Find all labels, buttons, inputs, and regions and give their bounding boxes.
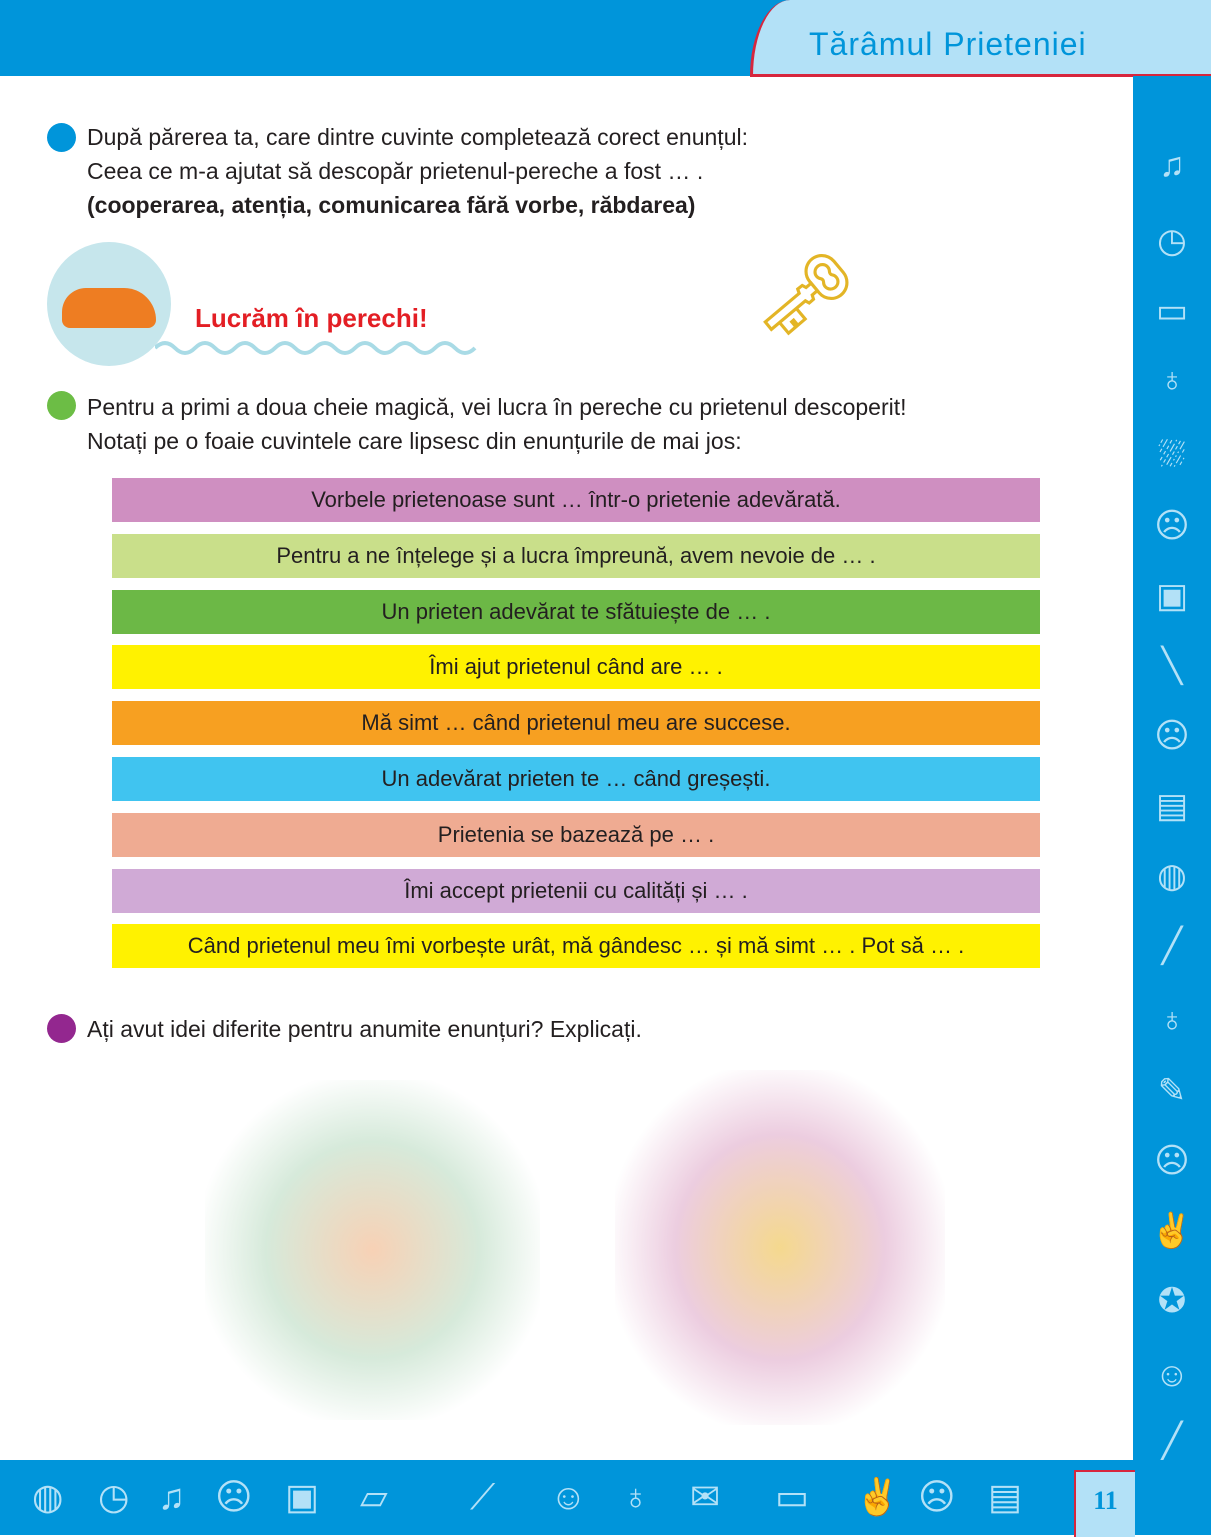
- envelope-icon: ✉: [690, 1476, 721, 1517]
- sad-face-icon: ☹: [1154, 507, 1190, 545]
- bullet-green: [47, 391, 76, 420]
- apple-icon: ♁: [622, 1476, 649, 1517]
- sidebar-decoration: [1133, 76, 1211, 1460]
- calendar-icon: ▣: [1155, 577, 1189, 615]
- smiley-icon: ☺: [1154, 1356, 1190, 1394]
- q1-line2: Ceea ce m-a ajutat să descopăr prietenul-pereche a fost … .: [87, 158, 704, 184]
- sentence-strip: Vorbele prietenoase sunt … într-o prietenie adevărată.: [112, 478, 1040, 522]
- footer-band: [0, 1460, 1211, 1535]
- sentence-strip: Un adevărat prieten te … când greșești.: [112, 757, 1040, 801]
- palette-icon: ◍: [32, 1476, 64, 1517]
- toothbrush-icon: ╲: [1161, 647, 1183, 685]
- victory-hand-icon: ✌: [855, 1476, 900, 1517]
- medal-icon: ✪: [1157, 1282, 1187, 1320]
- q1-line1: După părerea ta, care dintre cuvinte completează corect enunțul:: [87, 124, 748, 150]
- children-gardening-illustration: [205, 1080, 540, 1420]
- shower-icon: ⛆: [1158, 436, 1186, 474]
- smiley-icon: ☺: [550, 1476, 587, 1517]
- clock-icon: ◷: [98, 1476, 130, 1517]
- shoes-illustration: [62, 288, 156, 328]
- chapter-tab: [750, 0, 1211, 77]
- q2-line1: Pentru a primi a doua cheie magică, vei lucra în pereche cu prietenul descoperit!: [87, 394, 907, 420]
- book-icon: ▱: [360, 1476, 388, 1517]
- wave-decoration: [155, 338, 485, 358]
- friends-walking-illustration: [615, 1070, 945, 1425]
- q2-line2: Notați pe o foaie cuvintele care lipsesc din enunțurile de mai jos:: [87, 428, 742, 454]
- music-note-icon: ♫: [158, 1476, 185, 1517]
- clock-icon: ◷: [1157, 222, 1187, 260]
- music-note-icon: ♫: [1159, 146, 1185, 184]
- apple-icon: ♁: [1159, 1001, 1185, 1039]
- sentence-strip: Prietenia se bazează pe … .: [112, 813, 1040, 857]
- sentence-strip: Îmi accept prietenii cu calități și … .: [112, 869, 1040, 913]
- apple-icon: ♁: [1159, 361, 1185, 399]
- question-2: [87, 390, 907, 458]
- golden-key-icon: 🗝: [755, 250, 857, 339]
- sad-face-icon: ☹: [215, 1476, 253, 1517]
- notepad-icon: ▤: [988, 1476, 1023, 1517]
- toothbrush-icon: ⟋: [470, 1476, 496, 1517]
- pencil-icon: ✎: [1157, 1072, 1187, 1110]
- angry-face-icon: ☹: [918, 1476, 956, 1517]
- question-3: Ați avut idei diferite pentru anumite enunțuri? Explicați.: [87, 1016, 642, 1042]
- sentence-strip: Îmi ajut prietenul când are … .: [112, 645, 1040, 689]
- brush-icon: ╱: [1161, 1422, 1183, 1460]
- bullet-blue: [47, 123, 76, 152]
- palette-icon: ◍: [1157, 857, 1187, 895]
- calendar-icon: ▣: [285, 1476, 320, 1517]
- sentence-strip: Un prieten adevărat te sfătuiește de … .: [112, 590, 1040, 634]
- section-title: Lucrăm în perechi!: [195, 303, 428, 333]
- notepad-icon: ▤: [1155, 787, 1189, 825]
- question-1: [87, 120, 748, 222]
- sentence-strip: Pentru a ne înțelege și a lucra împreună, avem nevoie de … .: [112, 534, 1040, 578]
- sad-face-icon: ☹: [1154, 1142, 1190, 1180]
- sentence-strip: Mă simt … când prietenul meu are succese.: [112, 701, 1040, 745]
- page-number: 11: [1074, 1470, 1135, 1537]
- victory-hand-icon: ✌: [1150, 1212, 1194, 1250]
- angry-face-icon: ☹: [1154, 717, 1190, 755]
- ticket-icon: ▭: [775, 1476, 810, 1517]
- bullet-purple: [47, 1014, 76, 1043]
- brush-icon: ╱: [1161, 927, 1183, 965]
- q1-options: (cooperarea, atenția, comunicarea fără vorbe, răbdarea): [87, 192, 696, 218]
- sentence-strip: Când prietenul meu îmi vorbește urât, mă gândesc … și mă simt … . Pot să … .: [112, 924, 1040, 968]
- ticket-icon: ▭: [1155, 292, 1189, 330]
- chapter-title: Tărâmul Prieteniei: [809, 26, 1087, 62]
